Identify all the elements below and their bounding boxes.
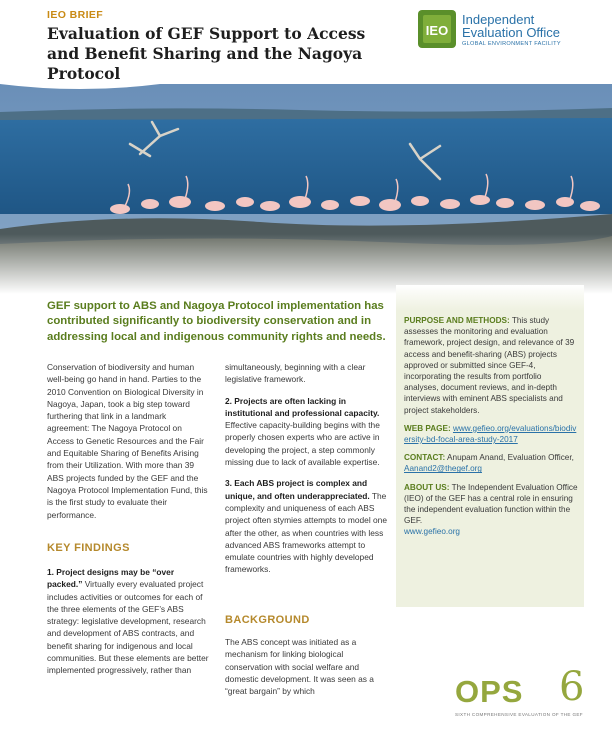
contact-email-link[interactable]: Aanand2@thegef.org [404, 464, 482, 474]
ieo-logo-mark-icon [418, 10, 456, 48]
web-label: WEB PAGE: [404, 423, 451, 433]
background-text: The ABS concept was initiated as a mechanism for linking biological conservation with social welfare and domestic development. It was seen as a “great bargain” by which [225, 637, 374, 697]
purpose-text: This study assesses the monitoring and evaluation framework, project design, and relevance of 39 access and benefit-sharing (ABS) projects approved or submitted since GEF-4, incorporating the results from portfolio analyses, document reviews, and in-depth interviews with eminent ABS specialists and project stakeholders. [404, 316, 575, 415]
finding-1-continued: simultaneously, beginning with a clear legislative framework. [225, 362, 366, 385]
ops-logo-text: OPS [455, 674, 524, 709]
about-block [404, 482, 578, 538]
ops-logo-number: 6 [559, 664, 585, 710]
logo-name-line2: Evaluation Office [462, 25, 561, 40]
key-findings-heading: KEY FINDINGS [47, 542, 130, 554]
document-title: Evaluation of GEF Support to Access and Benefit Sharing and the Nagoya Protocol [47, 24, 366, 83]
ops-logo-subline: SIXTH COMPREHENSIVE EVALUATION OF THE GEF [455, 712, 583, 717]
purpose-label: PURPOSE AND METHODS: [404, 316, 510, 325]
web-block [404, 423, 578, 445]
contact-block [404, 452, 578, 474]
logo-name-line1: Independent [462, 12, 535, 27]
finding-2-lead: 2. Projects are often lacking in institutional and professional capacity. [225, 395, 380, 418]
intro-paragraph: Conservation of biodiversity and human well-being go hand in hand. Parties to the 2010 Convention on Biological Diversity in Nagoya, Japan, took a big step toward furthering that link in a landmark agreement: The Nagoya Protocol on Access to Genetic Resources and the Fair and Equitable Sharing of Benefits Arising from their Utilization. With more than 39 ABS projects funded by the GEF and the Nagoya Protocol Implementation Fund, this is the first study to evaluate their performance. [47, 362, 208, 520]
contact-text: Anupam Anand, Evaluation Officer, [445, 453, 574, 463]
finding-2-body: Effective capacity-building begins with the properly chosen experts who are active in developing the project, a step commonly missing due to lack of available expertise. [225, 420, 380, 468]
finding-3-lead: 3. Each ABS project is complex and unique, and often underappreciated. [225, 478, 370, 501]
ieo-logo [418, 10, 578, 50]
background-column [225, 636, 388, 697]
about-website-link[interactable]: www.gefieo.org [404, 527, 460, 537]
info-sidebar [396, 285, 584, 607]
purpose-block [404, 315, 578, 416]
about-label: ABOUT US: [404, 482, 450, 492]
brief-label: IEO BRIEF [47, 9, 104, 21]
summary-headline: GEF support to ABS and Nagoya Protocol implementation has contributed significantly to biodiversity conservation and in addressing local and indigenous community rights and needs. [47, 300, 386, 343]
finding-1 [47, 566, 210, 677]
findings-column [225, 361, 388, 576]
intro-column [47, 361, 210, 521]
finding-1-lead: 1. Project designs may be “over packed.” [47, 567, 175, 590]
about-text: The Independent Evaluation Office (IEO) of the GEF has a central role in ensuring the independent evaluation function within the GEF. [404, 482, 578, 526]
logo-subline: GLOBAL ENVIRONMENT FACILITY [462, 41, 561, 47]
contact-label: CONTACT: [404, 453, 446, 463]
flamingo-lake-photo [0, 84, 612, 294]
finding-3-body: The complexity and uniqueness of each ABS project often stymies attempts to model one after the other, as when countries with less advanced ABS frameworks attempt to emulate countries with highly developed frameworks. [225, 490, 387, 575]
background-heading: BACKGROUND [225, 614, 310, 626]
ops6-logo [455, 664, 585, 736]
logo-mark-text: IEO [425, 23, 449, 38]
finding-1-body: Virtually every evaluated project includes activities or outcomes for each of the three elements of the GEF’s ABS strategy: legislative development, research and development of ABS contracts, and benefit sharing for indigenous and local communities. But these elements are better implemented progressively, rather than [47, 579, 209, 676]
web-page-link[interactable]: www.gefieo.org/evaluations/biodiversity-bd-focal-area-study-2017 [404, 423, 577, 445]
